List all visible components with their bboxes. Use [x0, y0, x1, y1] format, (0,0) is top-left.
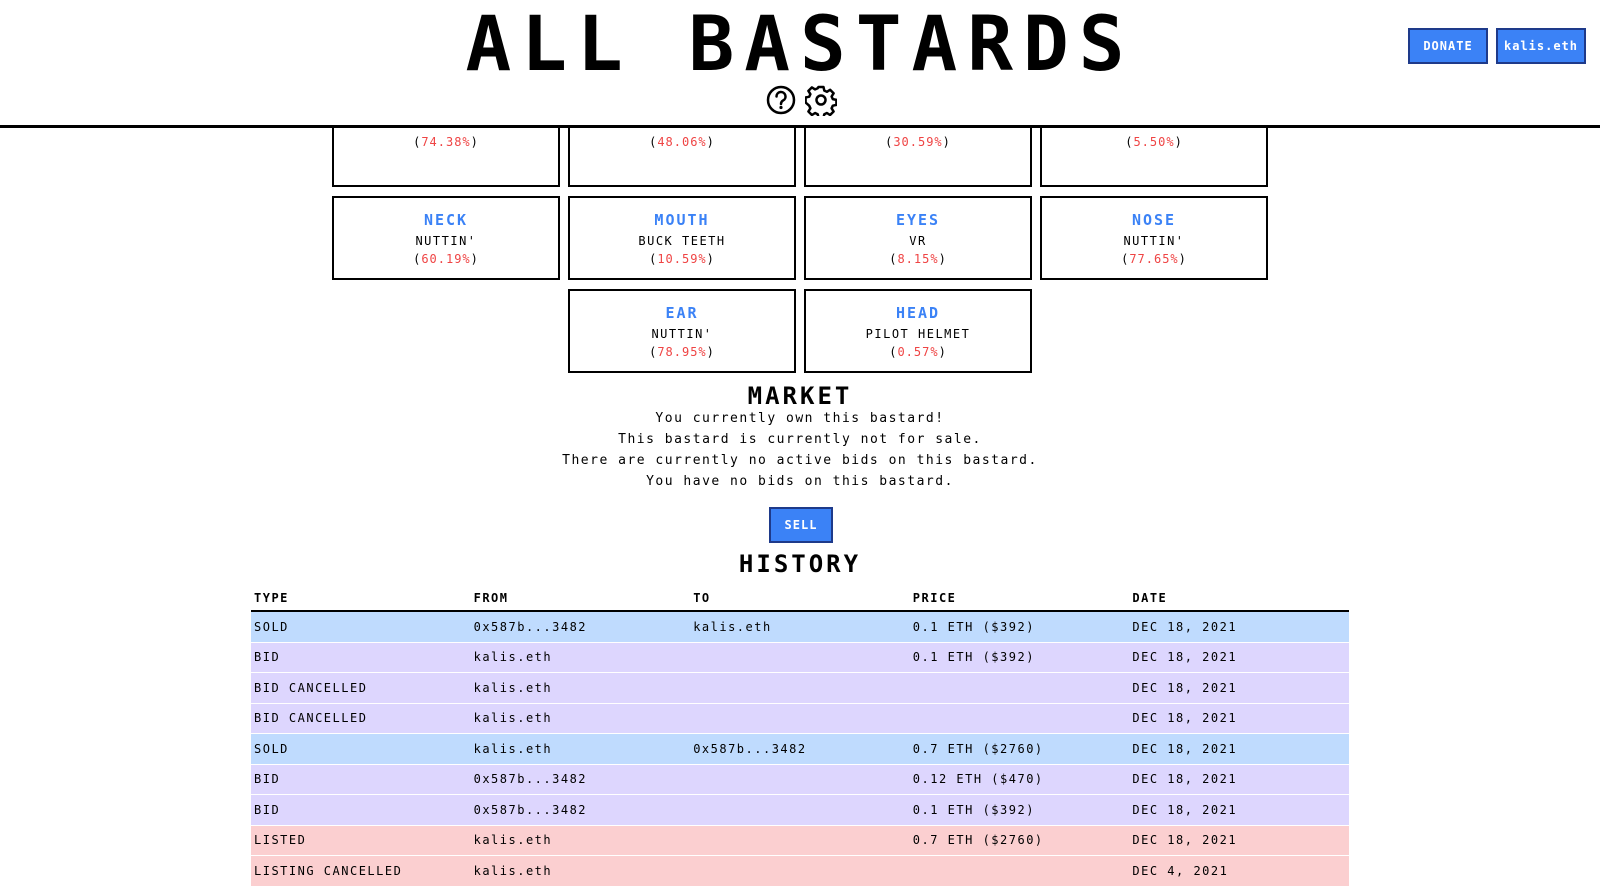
history-row — [251, 734, 1349, 765]
trait-rarity-value: 48.06% — [657, 135, 707, 149]
market-status — [0, 408, 1600, 492]
trait-card-ear — [568, 289, 796, 373]
history-col-type: TYPE — [254, 590, 289, 605]
history-col-price: PRICE — [912, 590, 957, 605]
history-to[interactable]: 0x587b...3482 — [693, 741, 807, 756]
trait-rarity: (5.50%) — [1125, 135, 1183, 149]
trait-rarity-value: 30.59% — [893, 135, 943, 149]
history-row — [251, 673, 1349, 704]
history-from[interactable]: 0x587b...3482 — [473, 802, 588, 817]
trait-rarity: (74.38%) — [413, 135, 479, 149]
history-from[interactable]: kalis.eth — [473, 741, 553, 756]
history-type: BID — [254, 772, 281, 787]
market-sale-status-text: This bastard is currently not for sale. — [618, 432, 982, 447]
history-row — [251, 643, 1349, 674]
history-type: BID CANCELLED — [254, 711, 368, 726]
history-table — [251, 585, 1349, 887]
history-from[interactable]: kalis.eth — [473, 833, 553, 848]
history-from[interactable]: kalis.eth — [473, 711, 553, 726]
trait-rarity-value: 78.95% — [657, 345, 707, 359]
trait-rarity: (8.15%) — [889, 252, 947, 266]
history-type: SOLD — [254, 741, 289, 756]
trait-rarity: (77.65%) — [1121, 252, 1187, 266]
help-icon[interactable] — [765, 84, 797, 116]
trait-rarity-value: 10.59% — [657, 252, 707, 266]
history-row — [251, 612, 1349, 643]
history-date: DEC 18, 2021 — [1132, 802, 1238, 817]
history-price: 0.1 ETH ($392) — [912, 619, 1035, 634]
history-to[interactable]: kalis.eth — [693, 619, 772, 634]
trait-rarity: (48.06%) — [649, 135, 715, 149]
history-from[interactable]: 0x587b...3482 — [473, 619, 588, 634]
history-from[interactable]: 0x587b...3482 — [473, 772, 588, 787]
history-header-row — [251, 585, 1349, 612]
history-date: DEC 18, 2021 — [1132, 741, 1238, 756]
history-date: DEC 18, 2021 — [1132, 680, 1238, 695]
history-price: 0.7 ETH ($2760) — [912, 833, 1044, 848]
history-date: DEC 18, 2021 — [1132, 619, 1238, 634]
history-price: 0.7 ETH ($2760) — [912, 741, 1044, 756]
trait-name: NOSE — [1131, 211, 1177, 229]
history-col-to: TO — [693, 590, 711, 605]
trait-card-head — [804, 289, 1032, 373]
history-title: HISTORY — [738, 550, 862, 578]
history-type: BID CANCELLED — [254, 680, 368, 695]
history-from[interactable]: kalis.eth — [473, 680, 553, 695]
trait-rarity-value: 77.65% — [1129, 252, 1179, 266]
history-from[interactable]: kalis.eth — [473, 650, 553, 665]
history-price: 0.12 ETH ($470) — [912, 772, 1044, 787]
site-header — [0, 0, 1600, 128]
history-row — [251, 704, 1349, 735]
history-type: LISTING CANCELLED — [254, 863, 403, 878]
history-row — [251, 765, 1349, 796]
history-date: DEC 18, 2021 — [1132, 772, 1238, 787]
trait-rarity-value: 74.38% — [421, 135, 471, 149]
market-title: MARKET — [747, 382, 853, 410]
history-row — [251, 856, 1349, 887]
history-col-date: DATE — [1132, 590, 1168, 605]
history-from[interactable]: kalis.eth — [473, 863, 553, 878]
trait-rarity: (60.19%) — [413, 252, 479, 266]
trait-rarity: (0.57%) — [889, 345, 947, 359]
header-icon-row — [765, 84, 837, 116]
donate-button[interactable]: DONATE — [1408, 28, 1488, 64]
trait-rarity: (10.59%) — [649, 252, 715, 266]
trait-name: EYES — [895, 211, 941, 229]
trait-name: NECK — [423, 211, 469, 229]
trait-value: NUTTIN' — [651, 327, 713, 341]
trait-card-mouth — [568, 196, 796, 280]
trait-rarity-value: 8.15% — [897, 252, 939, 266]
history-type: SOLD — [254, 619, 289, 634]
history-type: LISTED — [254, 833, 307, 848]
history-row — [251, 795, 1349, 826]
history-price: 0.1 ETH ($392) — [912, 802, 1035, 817]
history-row — [251, 826, 1349, 857]
header-actions — [1408, 28, 1586, 64]
trait-name: EAR — [665, 304, 699, 322]
trait-value: NUTTIN' — [1123, 234, 1185, 248]
trait-name: MOUTH — [654, 211, 710, 229]
trait-value: BUCK TEETH — [638, 234, 726, 248]
trait-value: PILOT HELMET — [865, 327, 971, 341]
trait-rarity: (30.59%) — [885, 135, 951, 149]
history-type: BID — [254, 650, 281, 665]
history-price: 0.1 ETH ($392) — [912, 650, 1035, 665]
trait-rarity-value: 5.50% — [1133, 135, 1175, 149]
trait-value: NUTTIN' — [415, 234, 477, 248]
trait-card-neck — [332, 196, 560, 280]
market-my-bids-text: You have no bids on this bastard. — [646, 474, 954, 489]
wallet-button[interactable]: kalis.eth — [1496, 28, 1586, 64]
market-bids-status-text: There are currently no active bids on this bastard. — [562, 453, 1038, 468]
history-date: DEC 4, 2021 — [1132, 863, 1229, 878]
trait-card-nose — [1040, 196, 1268, 280]
trait-name: HEAD — [895, 304, 941, 322]
history-date: DEC 18, 2021 — [1132, 711, 1238, 726]
sell-button[interactable]: SELL — [769, 507, 833, 543]
history-type: BID — [254, 802, 281, 817]
market-ownership-text: You currently own this bastard! — [655, 411, 945, 426]
trait-rarity-value: 60.19% — [421, 252, 471, 266]
history-date: DEC 18, 2021 — [1132, 833, 1238, 848]
trait-card-eyes — [804, 196, 1032, 280]
trait-value: VR — [909, 234, 927, 248]
trait-rarity-value: 0.57% — [897, 345, 939, 359]
trait-rarity: (78.95%) — [649, 345, 715, 359]
history-date: DEC 18, 2021 — [1132, 650, 1238, 665]
history-col-from: FROM — [473, 590, 509, 605]
settings-icon[interactable] — [805, 84, 837, 116]
site-title[interactable]: ALL BASTARDS — [465, 0, 1135, 88]
